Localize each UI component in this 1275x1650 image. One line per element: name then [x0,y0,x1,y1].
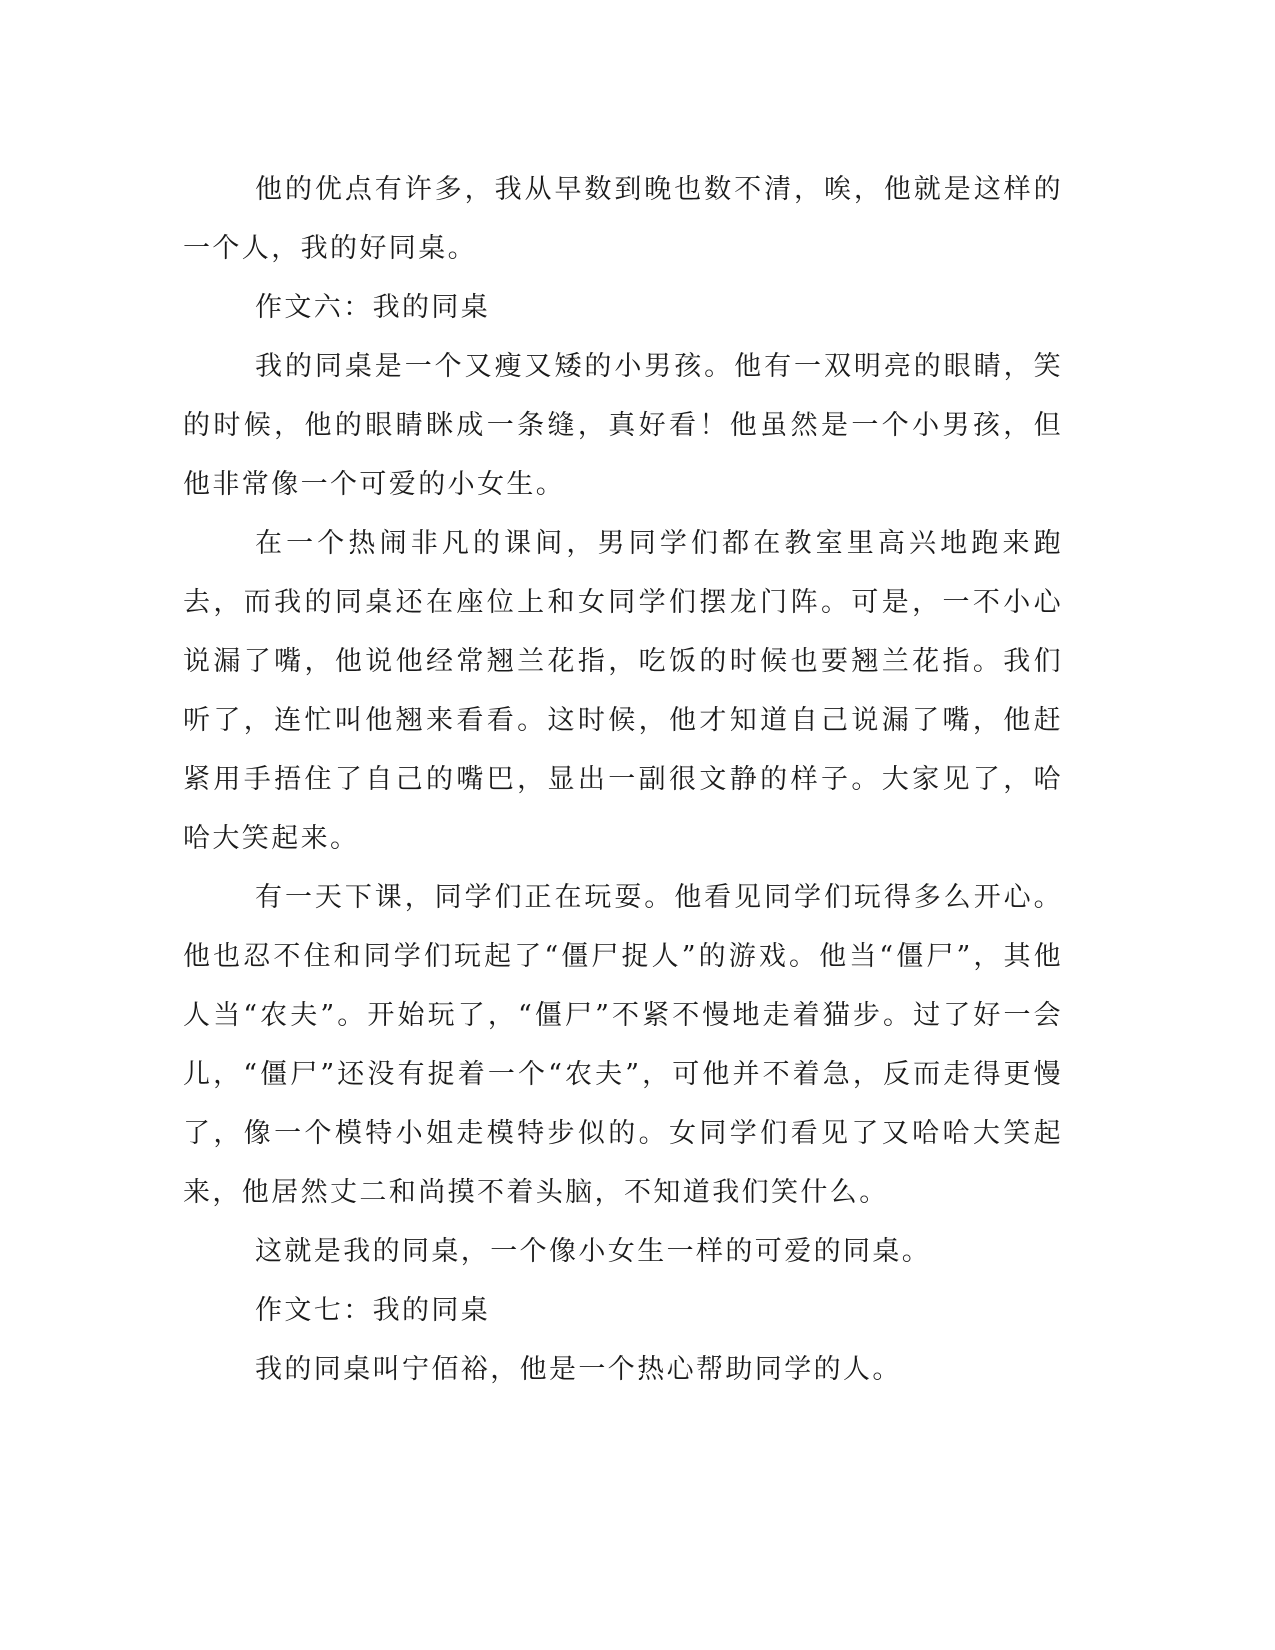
essay-six-title: 作文六：我的同桌 [255,292,491,323]
paragraph-desk-mate-description: 我的同桌是一个又瘦又矮的小男孩。他有一双明亮的眼睛，笑的时候，他的眼睛眯成一条缝，真好看！他虽然是一个小男孩，但他非常像一个可爱的小女生。 [183,351,1063,500]
paragraph-essay-six-conclusion: 这就是我的同桌，一个像小女生一样的可爱的同桌。 [255,1236,932,1267]
paragraph-zombie-game-story: 有一天下课，同学们正在玩耍。他看见同学们玩得多么开心。他也忍不住和同学们玩起了“僵尸捉人”的游戏。他当“僵尸”，其他人当“农夫”。开始玩了，“僵尸”不紧不慢地走着猫步。过了好一会儿，“僵尸”还没有捉着一个“农夫”，可他并不着急，反而走得更慢了，像一个模特小姐走模特步似的。女同学们看见了又哈哈大笑起来，他居然丈二和尚摸不着头脑，不知道我们笑什么。 [183,882,1063,1208]
essay-seven-title: 作文七：我的同桌 [255,1295,491,1326]
paragraph-recess-story: 在一个热闹非凡的课间，男同学们都在教室里高兴地跑来跑去，而我的同桌还在座位上和女同学们摆龙门阵。可是，一不小心说漏了嘴，他说他经常翘兰花指，吃饭的时候也要翘兰花指。我们听了，连忙叫他翘来看看。这时候，他才知道自己说漏了嘴，他赶紧用手捂住了自己的嘴巴，显出一副很文静的样子。大家见了，哈哈大笑起来。 [183,528,1063,854]
document-body [183,160,1063,1399]
paragraph-closing-essay-five: 他的优点有许多，我从早数到晚也数不清，唉，他就是这样的一个人，我的好同桌。 [183,174,1063,264]
paragraph-essay-seven-intro: 我的同桌叫宁佰裕，他是一个热心帮助同学的人。 [255,1354,902,1385]
